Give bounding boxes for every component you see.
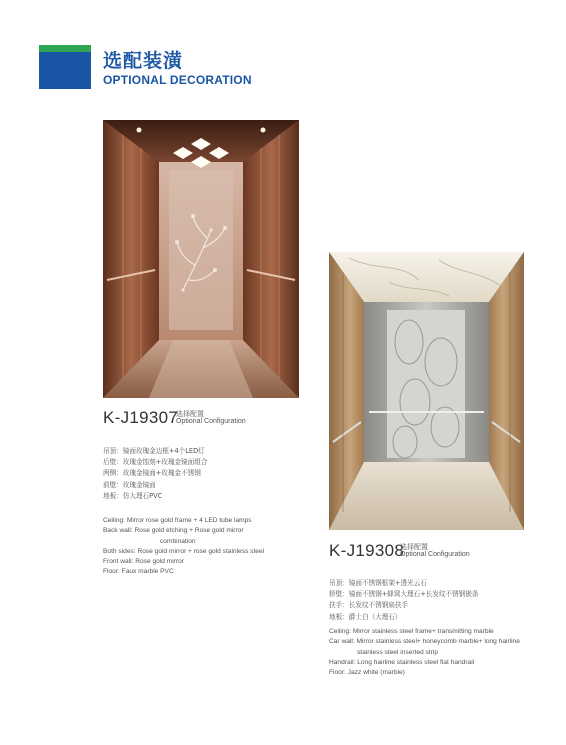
spec-line: 地板：爵士白（大理石） xyxy=(329,612,402,621)
spec-line: 前壁：玫瑰金镜面 xyxy=(103,480,156,489)
brand-logo-block xyxy=(39,45,91,89)
page-title-en: OPTIONAL DECORATION xyxy=(103,73,252,87)
spec-line: 扶手：长发纹不锈钢扁扶手 xyxy=(329,601,409,610)
spec-list-en xyxy=(103,516,264,578)
model-number: K-J19307 xyxy=(103,408,179,427)
spec-line: Front wall: Rose gold mirror xyxy=(103,558,184,566)
spec-line: Ceiling: Mirror stainless steel frame+ transmitting marble xyxy=(329,628,494,635)
spec-line: 吊顶：镜面玫瑰金边框+4个LED灯 xyxy=(103,447,205,455)
spec-line: stainless steel inserted strip xyxy=(357,648,438,656)
optional-configuration-label xyxy=(176,410,246,426)
config-label-zh: 选择配置 xyxy=(400,543,428,551)
elevator-photo-k-j19308 xyxy=(329,252,524,530)
spec-line: 轿壁：镜面不锈钢+蜂窝大理石+长发纹不锈钢嵌条 xyxy=(329,590,479,599)
spec-line: Back wall: Rose gold etching + Rose gold mirror xyxy=(103,527,244,535)
spec-line: Ceiling: Mirror rose gold frame + 4 LED tube lamps xyxy=(103,517,252,524)
spec-line: Handrail: Long hairline stainless steel flat handrail xyxy=(329,658,475,666)
spec-line: 后壁：玫瑰金蚀刻+玫瑰金镜面组合 xyxy=(103,458,208,467)
model-number: K-J19308 xyxy=(329,541,405,560)
spec-line: 吊顶：镜面不锈钢框架+透光云石 xyxy=(329,579,427,587)
spec-line: Car wall: Mirror stainless steel+ honeycomb marble+ long hairline xyxy=(329,638,520,646)
spec-list-en xyxy=(329,627,520,678)
config-label-en: Optional Configuration xyxy=(176,418,246,425)
elevator-photo-k-j19307 xyxy=(103,120,299,398)
optional-configuration-label xyxy=(400,543,470,559)
logo-green-bar xyxy=(39,45,91,52)
config-label-en: Optional Configuration xyxy=(400,551,470,558)
page-title-zh: 选配装潢 xyxy=(103,50,184,72)
logo-blue-square xyxy=(39,52,91,89)
spec-list-zh xyxy=(103,446,207,502)
config-label-zh: 选择配置 xyxy=(176,410,204,418)
spec-line: 地板：仿大理石PVC xyxy=(103,491,163,500)
spec-line: 两侧：玫瑰金镜面+玫瑰金不锈钢 xyxy=(103,469,201,478)
spec-list-zh xyxy=(329,578,479,623)
spec-line: Both sides: Rose gold mirror + rose gold stainless steel xyxy=(103,547,265,555)
spec-line: Floor: Faux marble PVC xyxy=(103,568,174,576)
spec-line: Floor: Jazz white (marble) xyxy=(329,669,405,677)
spec-line: combination xyxy=(160,537,196,545)
